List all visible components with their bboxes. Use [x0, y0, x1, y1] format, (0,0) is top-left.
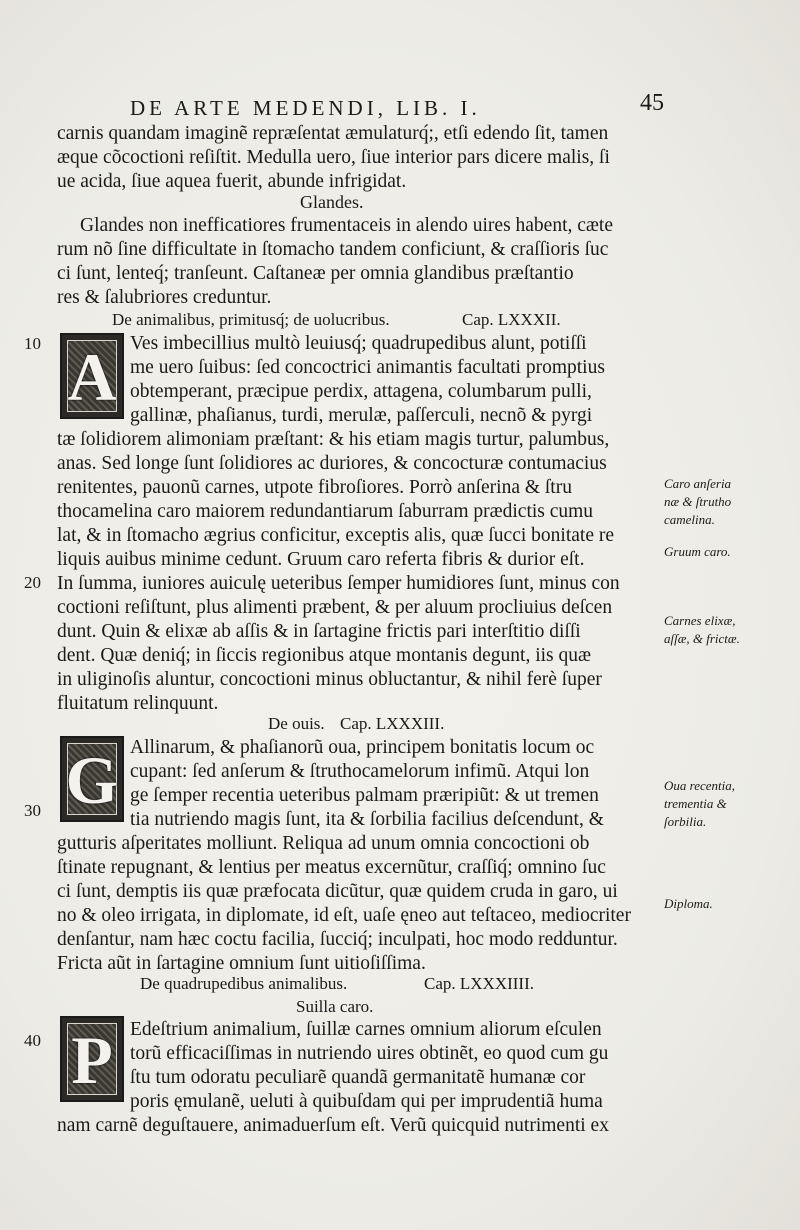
line-number: 30 [24, 801, 41, 820]
text-line: Glandes non inefficatiores frumentaceis in alendo uires habent, cæte [80, 215, 613, 236]
margin-note: Caro anſeria [664, 476, 732, 491]
chapter-number: Cap. LXXXIIII. [424, 974, 534, 993]
decorated-initial [60, 1016, 124, 1102]
margin-note: Gruum caro. [664, 544, 731, 559]
section-heading-suilla: Suilla caro. [296, 997, 374, 1016]
text-line: coctioni reſiſtunt, plus alimenti præbent, & per aluum procliuius deſcen [57, 597, 613, 618]
text-line: lat, & in ſtomacho ægrius conficitur, exceptis alis, quæ ſucci bonitate re [57, 525, 614, 546]
text-line: dunt. Quin & elixæ ab aſſis & in ſartagine frictis pari interſtitio diſſi [57, 621, 581, 642]
text-line: res & ſalubriores creduntur. [57, 287, 272, 308]
margin-note: Carnes elixæ, [664, 613, 736, 628]
text-line: ci ſunt, demptis iis quæ præfocata dicũtur, quæ quidem cruda in garo, ui [57, 881, 618, 902]
text-line: carnis quandam imaginẽ repræſentat æmulaturq́;, etſi edendo ſit, tamen [57, 123, 609, 144]
text-line: nam carnẽ deguſtauere, animaduerſum eſt. Verũ quicquid nutrimenti ex [57, 1115, 609, 1136]
chapter-title: De ouis. [268, 714, 325, 733]
text-line: dent. Quæ deniq́; in ſiccis regionibus atque montanis degunt, iis quæ [57, 645, 592, 666]
text-line: In ſumma, iuniores auiculę ueteribus ſemper humidiores ſunt, minus con [57, 573, 620, 594]
line-number: 40 [24, 1031, 41, 1050]
chapter-title: De animalibus, primitusq́; de uolucribus. [112, 310, 390, 329]
text-line: liquis auibus minime cedunt. Gruum caro referta fibris & durior eſt. [57, 549, 585, 570]
text-line: ge ſemper recentia ueteribus palmam præripiũt: & ut tremen [130, 785, 599, 806]
initial-letter: P [71, 1022, 113, 1098]
line-number: 10 [24, 334, 41, 353]
text-line: ſtu tum odoratu peculiarẽ quandã germanitatẽ humanæ cor [130, 1067, 586, 1088]
text-line: in uliginoſis aluntur, concoctioni minus obluctantur, & nihil ferè ſuper [57, 669, 602, 690]
margin-note: næ & ſtrutho [664, 494, 732, 509]
text-line: rum nõ ſine difficultate in ſtomacho tandem conficiunt, & craſſioris ſuc [57, 239, 609, 260]
margin-note: trementia & [664, 796, 727, 811]
initial-letter: G [65, 742, 119, 818]
text-line: no & oleo irrigata, in diplomate, id eſt, uaſe ęneo aut teſtaceo, mediocriter [57, 905, 631, 926]
text-line: ci ſunt, lenteq́; tranſeunt. Caſtaneæ per omnia glandibus præſtantio [57, 263, 574, 284]
text-line: thocamelina caro maiorem redundantiarum ſaburram prædictis cumu [57, 501, 594, 522]
initial-letter: A [67, 339, 117, 415]
header-title: DE ARTE MEDENDI, LIB. I. [130, 96, 481, 120]
text-line: denſantur, nam hæc coctu facilia, ſucciq́; inculpati, hoc modo redduntur. [57, 929, 618, 950]
margin-note: Diploma. [664, 896, 713, 911]
text-line: Fricta aũt in ſartagine omnium ſunt uitioſiſſima. [57, 953, 426, 974]
chapter-number: Cap. LXXXIII. [340, 714, 445, 733]
text-line: tia nutriendo magis ſunt, ita & ſorbilia facilius deſcendunt, & [130, 809, 604, 830]
text-line: tæ ſolidiorem alimoniam præſtant: & his etiam magis turtur, palumbus, [57, 429, 610, 450]
text-line: me uero ſuibus: ſed concoctrici animantis facultati promptius [130, 357, 605, 378]
decorated-initial [60, 736, 124, 822]
text-line: Ves imbecillius multò leuiusq́; quadrupedibus alunt, potiſſi [130, 333, 587, 354]
text-line: torũ efficaciſſimas in nutriendo uires obtinẽt, eo quod cum gu [130, 1043, 609, 1064]
text-line: obtemperant, præcipue perdix, attagena, columbarum pulli, [130, 381, 592, 402]
running-header [130, 90, 664, 124]
decorated-initial [60, 333, 124, 419]
text-line: æque cõcoctioni reſiſtit. Medulla uero, ſiue interior pars dicere malis, ſi [57, 147, 610, 168]
text-line: gutturis aſperitates molliunt. Reliqua ad unum omnia concoctioni ob [57, 833, 590, 854]
text-line: cupant: ſed anſerum & ſtruthocamelorum infimũ. Atqui lon [130, 761, 590, 782]
folio-number: 45 [640, 90, 664, 116]
text-line: gallinæ, phaſianus, turdi, merulæ, paſſerculi, necnõ & pyrgi [130, 405, 593, 426]
section-heading-glandes: Glandes. [300, 192, 364, 212]
text-line: anas. Sed longe ſunt ſolidiores ac duriores, & concocturæ contumacius [57, 453, 607, 474]
margin-note: ſorbilia. [664, 814, 707, 829]
margin-note: aſſæ, & frictæ. [664, 631, 740, 646]
text-line: fluitatum relinquunt. [57, 693, 219, 714]
line-number: 20 [24, 573, 41, 592]
text-line: renitentes, pauonũ carnes, utpote fibroſiores. Porrò anſerina & ſtru [57, 477, 572, 498]
chapter-title: De quadrupedibus animalibus. [140, 974, 348, 993]
margin-note: Oua recentia, [664, 778, 735, 793]
margin-note: camelina. [664, 512, 715, 527]
chapter-number: Cap. LXXXII. [462, 310, 561, 329]
text-line: ue acida, ſiue aquea fuerit, abunde infrigidat. [57, 171, 407, 192]
text-line: Edeſtrium animalium, ſuillæ carnes omnium aliorum eſculen [130, 1019, 602, 1040]
text-line: ſtinate repugnant, & lentius per meatus excernũtur, craſſiq́; omnino ſuc [57, 857, 606, 878]
text-line: Allinarum, & phaſianorũ oua, principem bonitatis locum oc [130, 737, 595, 758]
text-line: poris ęmulanẽ, ueluti à quibuſdam qui per imprudentiã huma [130, 1091, 603, 1112]
